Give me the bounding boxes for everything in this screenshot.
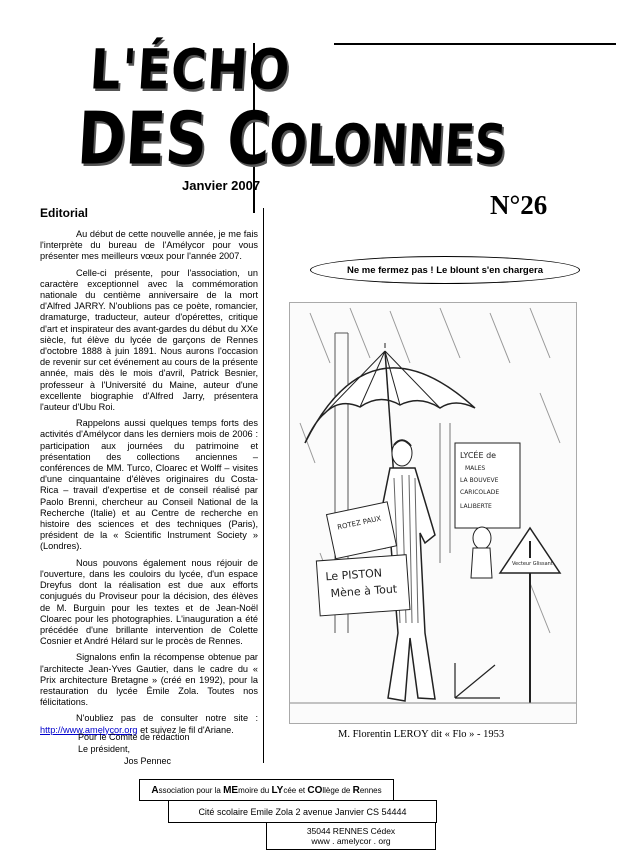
signature-line: Le président, [78, 744, 131, 755]
masthead-title-line1: L'ÉCHO [88, 38, 293, 103]
association-initial: R [352, 784, 360, 796]
sign-lycee-line: LALIBERTE [460, 503, 492, 510]
sign-lycee-line: LA BOUVEVE [460, 477, 499, 484]
association-initial: CO [307, 784, 323, 796]
masthead-title-small: OLONNES [267, 113, 508, 178]
site-suffix: et suivez le fil d'Ariane. [137, 724, 234, 735]
sign-lycee-line: CARICOLADE [460, 489, 500, 496]
masthead-rule [334, 43, 616, 45]
city-box [266, 822, 436, 850]
signature-line: Pour le Comité de rédaction [78, 732, 190, 742]
site-prompt: N'oubliez pas de consulter notre site : [76, 713, 258, 724]
editorial-paragraph: Rappelons aussi quelques temps forts des activités d'Amélycor dans les derniers mois de 2006 : participation aux journées du patrimoine et présentation des collections anciennes – conférences de MM. Turco, Cloarec et Wolff – visites d'une cinquantaine d'élèves originaires du Costa-Rica – travail d'expertise et de conseil réalisé par Paolo Brenni, chercheur au Conseil National de la Recherche (Italie) et au Centre de recherche en histoire des sciences et des techniques (Paris), président de la « Scientific Instrument Society » (Londres). [40, 418, 258, 552]
association-initial: M [223, 784, 232, 796]
sign-piston-line: Le PISTON [325, 566, 383, 584]
website-link[interactable]: http://www.amelycor.org [40, 724, 138, 735]
association-text: llège de [322, 785, 353, 795]
editorial-heading: Editorial [40, 206, 89, 220]
editorial-paragraph: Signalons enfin la récompense obtenue par l'architecte Jean-Yves Gautier, dans le cadre du « Prix architecture Bretagne » (créé en 1992), pour la restauration du lycée Émile Zola. Toutes nos félicitations. [40, 652, 258, 708]
association-name-box [139, 779, 394, 801]
city-text: 35044 RENNES Cédex [306, 826, 396, 836]
editorial-paragraph: Celle-ci présente, pour l'association, un caractère exceptionnel avec la commémoration nationale du centième anniversaire de la mort d'Alfred JARRY. N'oublions pas ce poète, romancier, dramaturge, traducteur, auteur d'opérettes, critique d'art et inspirateur des avant-gardes du début du XXe siècle, fut élève du lycée de garçons de Rennes d'octobre 1888 à juin 1891. Nous aurons l'occasion de revenir sur cet événement au cours de la présente année, mais dès le mois d'avril, Patrick Besnier, professeur à l'Université du Maine, auteur d'une excellente biographie d'Alfred Jarry, présentera l'auteur d'Ubu Roi. [40, 267, 258, 413]
address-text: Cité scolaire Emile Zola 2 avenue Janvier CS 54444 [198, 806, 407, 817]
issue-number: N°26 [490, 190, 548, 220]
sign-lycee-line: LYCÉE de [460, 451, 497, 460]
slogan-text: Ne me fermez pas ! Le blount s'en chargera [346, 264, 543, 276]
signature-block [78, 731, 190, 768]
sign-lycee-line: MALES [465, 465, 486, 472]
issue-date: Janvier 2007 [182, 178, 261, 193]
association-text: moire du [238, 785, 272, 795]
cartoon-svg [290, 303, 576, 723]
association-text: ennes [359, 785, 382, 795]
association-initial: LY [271, 784, 284, 796]
association-name [151, 785, 381, 796]
editorial-body [40, 229, 258, 741]
association-text: ssociation pour la [158, 785, 224, 795]
association-initial: A [151, 784, 159, 796]
column-rule [263, 208, 264, 763]
masthead-title-big: DES C [75, 96, 273, 181]
cartoon-illustration [289, 302, 577, 724]
sign-rotez: ROTEZ PAUX [336, 514, 382, 532]
website-text[interactable]: www . amelycor . org [311, 836, 391, 846]
slogan-pill [310, 256, 580, 284]
sign-warning: Vecteur Glissant [512, 561, 553, 567]
editorial-paragraph: Nous pouvons également nous réjouir de l'ouverture, dans les couloirs du lycée, d'un espace Dreyfus dont la réalisation est due aux efforts conjugués du Proviseur pour la décision, des élèves de M. Burguin pour les textes et de Jean-Noël Cloarec pour les photographies. L'inauguration a été précédée d'une brillante intervention de Colette Cosnier et André Hélard sur le procès de Rennes. [40, 557, 258, 647]
signature-name: Jos Pennec [124, 756, 172, 767]
association-initial: E [231, 784, 239, 796]
editorial-paragraph: Au début de cette nouvelle année, je me fais l'interprète du bureau de l'Amélycor pour vous présenter mes meilleurs vœux pour l'année 2007. [40, 229, 258, 262]
association-text: cée et [283, 785, 308, 795]
masthead-title-line2 [75, 96, 509, 181]
sign-piston-line: Mène à Tout [330, 582, 398, 601]
illustration-caption: M. Florentin LEROY dit « Flo » - 1953 [338, 729, 505, 740]
address-box [168, 800, 437, 823]
